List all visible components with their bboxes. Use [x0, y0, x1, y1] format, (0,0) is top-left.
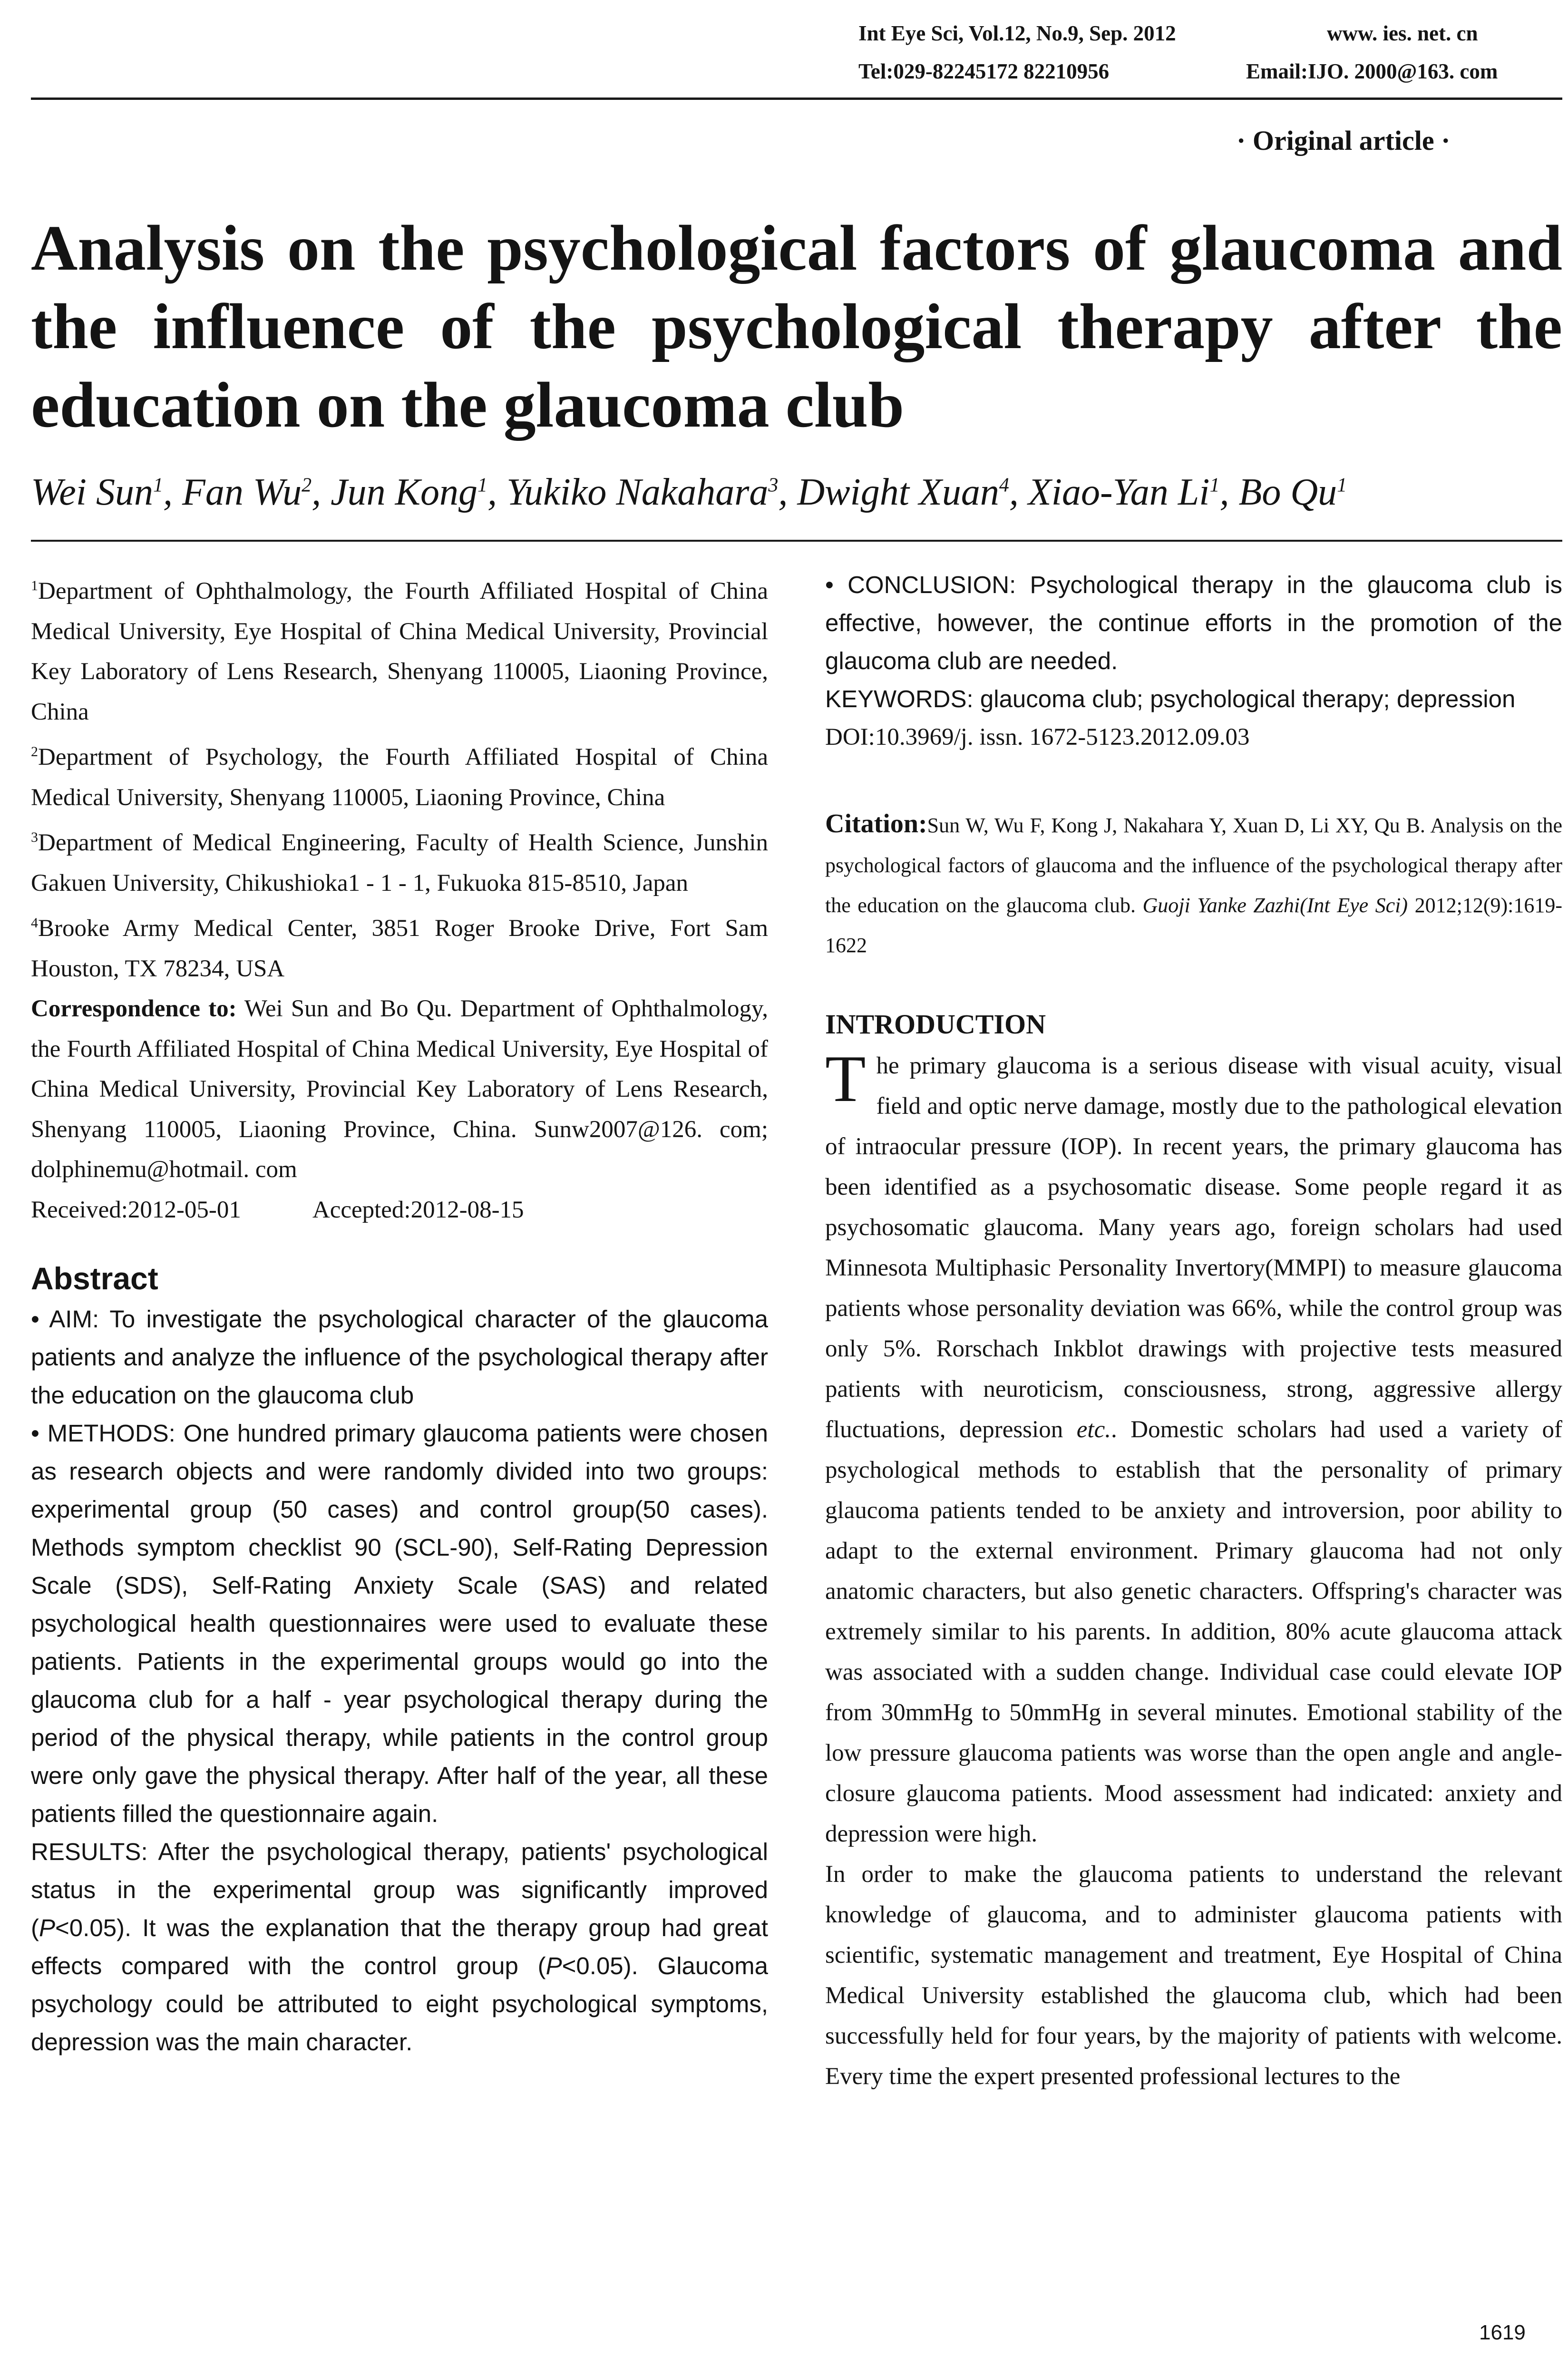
affiliation-number: 1	[31, 578, 38, 594]
author-affiliation-mark: 1	[1337, 474, 1347, 497]
results-text: <0.05). It was the explanation that the therapy group had great effects compared with the control group (	[31, 1914, 768, 1979]
article-dates	[31, 1190, 768, 1230]
author-affiliation-mark: 2	[302, 474, 312, 497]
affiliation-text: Department of Psychology, the Fourth Affiliated Hospital of China Medical University, Shenyang 110005, Liaoning Province, China	[31, 744, 768, 811]
citation-text: Sun W, Wu F, Kong J, Nakahara Y, Xuan D, Li XY, Qu B. Analysis on the psychological factors of glaucoma and the influence of the psychological therapy after the education on the glaucoma club.	[825, 814, 1562, 917]
author: Bo Qu	[1238, 471, 1337, 513]
author: Jun Kong	[331, 471, 477, 513]
authors-rule	[31, 540, 1562, 542]
author: Fan Wu	[182, 471, 302, 513]
p-value-symbol: P	[39, 1914, 56, 1941]
author: Dwight Xuan	[797, 471, 999, 513]
author-affiliation-mark: 1	[153, 474, 164, 497]
journal-email: Email:IJO. 2000@163. com	[1246, 59, 1498, 83]
affiliation-text: Department of Ophthalmology, the Fourth Affiliated Hospital of China Medical University, Eye Hospital of China Medical University, Provincial Key Laboratory of Lens Research, Shenyang 110005, Liaoning Province, China	[31, 578, 768, 725]
author-affiliation-mark: 3	[768, 474, 779, 497]
citation	[825, 804, 1562, 965]
correspondence-label: Correspondence to:	[31, 995, 237, 1022]
journal-info: Int Eye Sci, Vol.12, No.9, Sep. 2012	[858, 21, 1176, 45]
author-affiliation-mark: 1	[477, 474, 487, 497]
journal-tel: Tel:029-82245172 82210956	[858, 59, 1110, 83]
right-column	[825, 566, 1562, 2097]
introduction-heading: INTRODUCTION	[825, 1009, 1046, 1040]
intro-text: . Domestic scholars had used a variety of psychological methods to establish that the personality of primary glaucoma patients tended to be anxiety and introversion, poor ability to adapt to the external environment. Primary glaucoma had not only anatomic characters, but also genetic characters. Offspring's character was extremely similar to his parents. In addition, 80% acute glaucoma attack was associated with a sudden change. Individual case could elevate IOP from 30mmHg to 50mmHg in several minutes. Emotional stability of the low pressure glaucoma patients was worse than the open angle and angle-closure glaucoma patients. Mood assessment had indicated: anxiety and depression were high.	[825, 1416, 1562, 1847]
author-affiliation-mark: 1	[1209, 474, 1220, 497]
abstract-conclusion: • CONCLUSION: Psychological therapy in the glaucoma club is effective, however, the continue efforts in the promotion of the glaucoma club are needed.	[825, 571, 1562, 674]
results-text: RESULTS: After the psychological therapy, patients' psychological status in the experimental group was significantly improved (	[31, 1838, 768, 1941]
journal-website: www. ies. net. cn	[1327, 21, 1478, 45]
drop-cap: T	[825, 1042, 866, 1116]
intro-text-italic: etc.	[1076, 1416, 1111, 1443]
intro-paragraph: In order to make the glaucoma patients to understand the relevant knowledge of glaucoma, and to administer glaucoma patients with scientific, systematic management and treatment, Eye Hospital of China Medical University established the glaucoma club, which had been successfully held for four years, by the majority of patients with welcome. Every time the expert presented professional lectures to the	[825, 1861, 1562, 2090]
affiliation	[31, 566, 768, 732]
p-value-symbol: P	[545, 1952, 562, 1979]
page-number: 1619	[1479, 2321, 1526, 2344]
header-rule	[31, 97, 1562, 100]
intro-paragraph	[825, 1042, 1562, 1854]
author-affiliation-mark: 4	[999, 474, 1009, 497]
accepted-date: Accepted:2012-08-15	[312, 1196, 524, 1223]
affiliation	[31, 903, 768, 989]
abstract-methods: • METHODS: One hundred primary glaucoma patients were chosen as research objects and were randomly divided into two groups: experimental group (50 cases) and control group(50 cases). Methods symptom checklist 90 (SCL-90), Self-Rating Depression Scale (SDS), Self-Rating Anxiety Scale (SAS) and related psychological health questionnaires were used to evaluate these patients. Patients in the experimental groups would go into the glaucoma club for a half - year psychological therapy during the period of the physical therapy, while patients in the control group were only gave the physical therapy. After half of the year, all these patients filled the questionnaire again.	[31, 1420, 768, 1827]
left-column	[31, 566, 768, 2061]
article-type: · Original article ·	[1237, 125, 1451, 156]
affiliation-number: 4	[31, 915, 38, 931]
results-text: <0.05). Glaucoma psychology could be attributed to eight psychological symptoms, depression was the main character.	[31, 1952, 768, 2056]
affiliation	[31, 732, 768, 818]
intro-text: he primary glaucoma is a serious disease with visual acuity, visual field and optic nerve damage, mostly due to the pathological elevation of intraocular pressure (IOP). In recent years, the primary glaucoma has been identified as a psychosomatic disease. Some people regard it as psychosomatic glaucoma. Many years ago, foreign scholars had used Minnesota Multiphasic Personality Invertory(MMPI) to measure glaucoma patients whose personality deviation was 66%, while the control group was only 5%. Rorschach Inkblot drawings with projective tests measured patients with neuroticism, consciousness, strong, aggressive allergy fluctuations, depression	[825, 1052, 1562, 1443]
article-title: Analysis on the psychological factors of glaucoma and the influence of the psychological therapy after the education on the glaucoma club	[31, 213, 1562, 441]
affiliation	[31, 818, 768, 903]
author: Wei Sun	[31, 471, 154, 513]
abstract-heading: Abstract	[31, 1261, 158, 1296]
affiliations	[31, 566, 768, 1190]
correspondence-text: Wei Sun and Bo Qu. Department of Ophthalmology, the Fourth Affiliated Hospital of China Medical University, Eye Hospital of China Medical University, Provincial Key Laboratory of Lens Research, Shenyang 110005, Liaoning Province, China. Sunw2007@126. com; dolphinemu@hotmail. com	[31, 995, 768, 1183]
keywords: KEYWORDS: glaucoma club; psychological therapy; depression	[825, 685, 1516, 712]
author: Xiao-Yan Li	[1028, 471, 1210, 513]
affiliation-number: 3	[31, 829, 38, 845]
citation-journal: Guoji Yanke Zazhi(Int Eye Sci)	[1142, 894, 1408, 917]
author: Yukiko Nakahara	[506, 471, 769, 513]
citation-text: 2012;12(9):1619-1622	[825, 894, 1562, 957]
abstract-results	[31, 1833, 768, 2061]
affiliation-text: Department of Medical Engineering, Faculty of Health Science, Junshin Gakuen University, Chikushioka1 - 1 - 1, Fukuoka 815-8510, Japan	[31, 829, 768, 896]
affiliation-number: 2	[31, 744, 38, 760]
affiliation-text: Brooke Army Medical Center, 3851 Roger Brooke Drive, Fort Sam Houston, TX 78234, USA	[31, 915, 768, 982]
citation-label: Citation:	[825, 809, 927, 838]
doi: DOI:10.3969/j. issn. 1672-5123.2012.09.03	[825, 724, 1250, 750]
correspondence	[31, 989, 768, 1190]
author-list: Wei Sun$^1$, Fan Wu$^2$, Jun Kong$^1$, Yukiko Nakahara$^3$, Dwight Xuan$^4$, Xiao-Yan Li$^1$, Bo Qu$^1$	[31, 471, 1347, 513]
received-date: Received:2012-05-01	[31, 1196, 241, 1223]
abstract-aim: • AIM: To investigate the psychological character of the glaucoma patients and analyze the influence of the psychological therapy after the education on the glaucoma club	[31, 1305, 768, 1409]
